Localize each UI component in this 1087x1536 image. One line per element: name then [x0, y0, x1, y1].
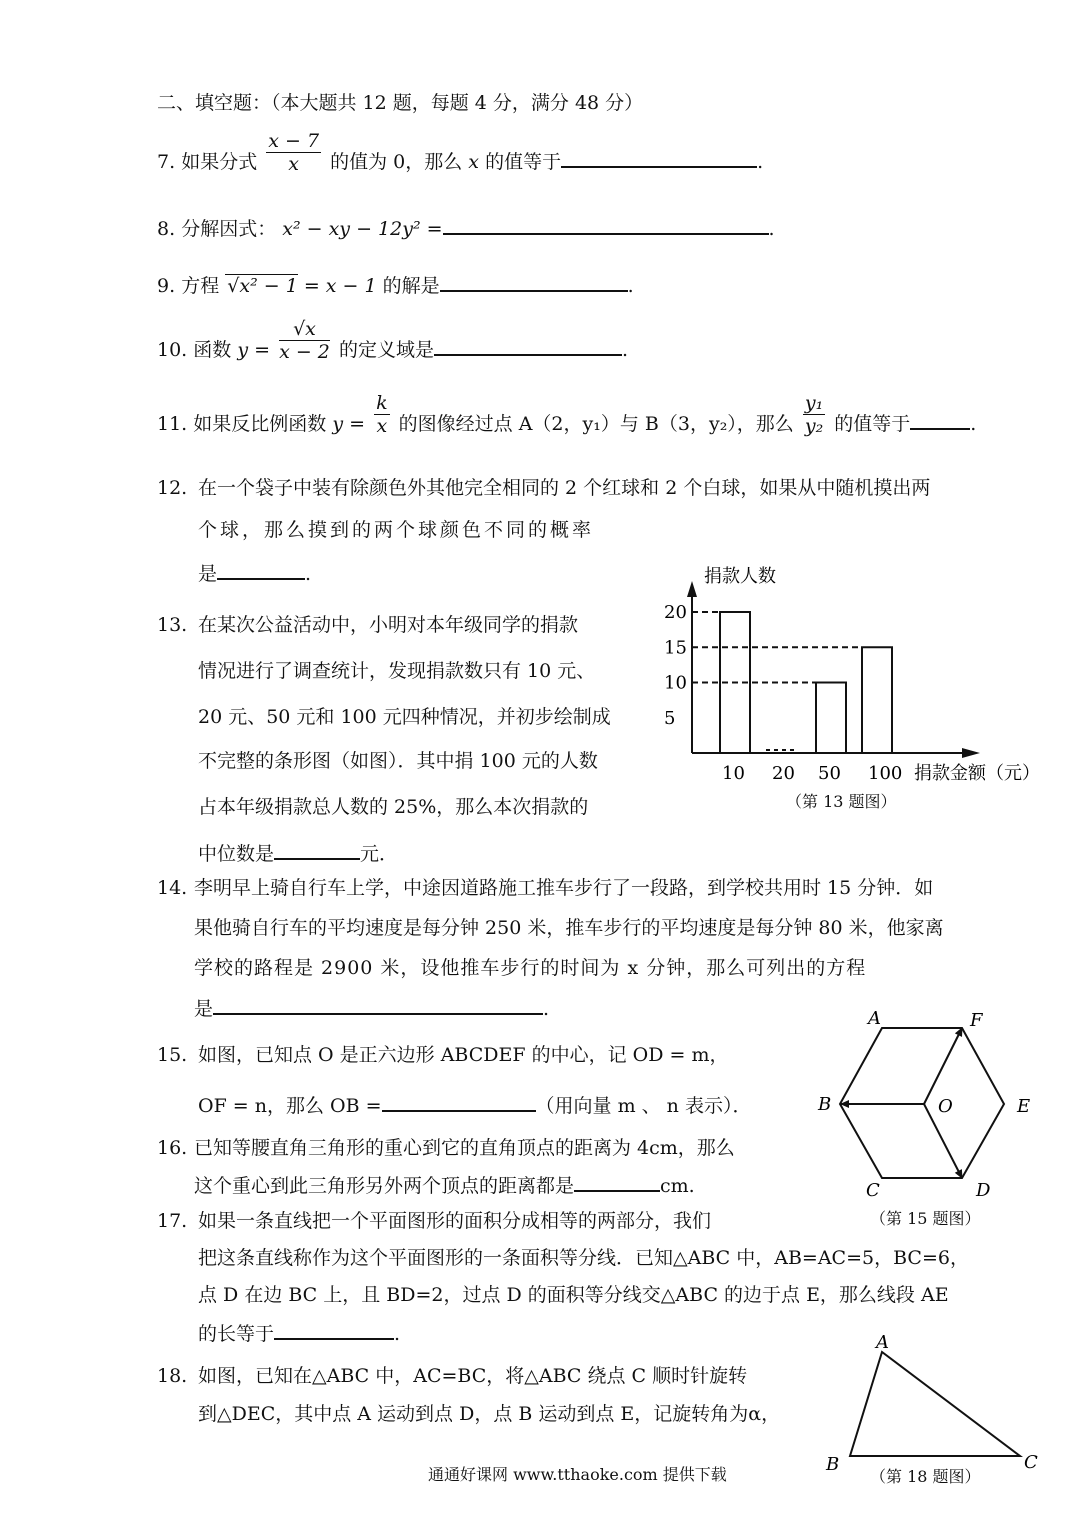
q11-text-c: A（2，y₁）与 B（3，y₂），那么: [518, 413, 794, 435]
q11-end: .: [970, 413, 977, 435]
label-f: F: [970, 1010, 983, 1031]
q16-num: 16.: [157, 1137, 188, 1159]
q13-text-a: 中位数是: [198, 843, 275, 865]
q10-end: .: [621, 339, 628, 361]
fig15-hexagon-figure: [810, 1000, 1050, 1210]
q16-line-2: [194, 1172, 695, 1199]
q12-line-2: 个球，那么摸到的两个球颜色不同的概率: [198, 519, 595, 541]
q14-text-a: 是: [194, 998, 214, 1020]
q11-frac-den: x: [376, 414, 388, 437]
q9-text-a: 方程: [181, 275, 220, 297]
label-e: E: [1017, 1096, 1031, 1117]
q11-answer-blank[interactable]: [910, 410, 970, 430]
q7-answer-blank[interactable]: [561, 148, 757, 168]
question-8: [157, 215, 775, 242]
q17-num: 17.: [157, 1210, 188, 1232]
y-tick-label: 5: [664, 707, 676, 729]
q18-line-2: 到△DEC，其中点 A 运动到点 D，点 B 运动到点 E，记旋转角为α，: [198, 1403, 781, 1425]
q17-end: .: [394, 1323, 401, 1345]
fig18-caption: （第 18 题图）: [870, 1467, 981, 1486]
x-tick-label: 100: [868, 763, 903, 784]
x-axis-arrow: [962, 748, 980, 758]
q15-answer-blank[interactable]: [382, 1092, 536, 1112]
q13-line-2: 情况进行了调查统计，发现捐款数只有 10 元、: [198, 660, 596, 682]
footer-credit: 通通好课网 www.tthaoke.com 提供下载: [428, 1465, 727, 1484]
q9-end: .: [627, 275, 634, 297]
x-tick-label: 10: [722, 763, 745, 784]
q10-num: 10.: [157, 339, 188, 361]
fig13-caption: （第 13 题图）: [786, 792, 897, 811]
q13-line-3: 20 元、50 元和 100 元四种情况，并初步绘制成: [198, 706, 611, 728]
q11-frac-num: k: [376, 391, 388, 414]
q13-text-b: 元．: [360, 843, 399, 865]
q16-line-1: 已知等腰直角三角形的重心到它的直角顶点的距离为 4cm，那么: [194, 1137, 735, 1159]
q11-fraction: [374, 392, 390, 437]
q11-lhs: y =: [332, 413, 366, 435]
sqrt-symbol: √: [227, 275, 240, 297]
q7-var: x: [468, 151, 480, 173]
q7-frac-den: x: [288, 152, 300, 175]
q7-end: .: [757, 151, 764, 173]
q14-answer-blank[interactable]: [213, 995, 543, 1015]
q17-answer-blank[interactable]: [274, 1320, 394, 1340]
q16-text-b: cm.: [660, 1175, 695, 1197]
label-a: A: [876, 1332, 889, 1353]
q11-fraction-2: [803, 392, 825, 437]
q8-num: 8.: [157, 218, 176, 240]
q8-text-a: 分解因式：: [181, 218, 277, 240]
label-o: O: [938, 1096, 953, 1117]
fig13-bar-chart: [650, 555, 1050, 815]
q12-line-3: [198, 560, 311, 587]
q7-text-a: 如果分式: [181, 151, 258, 173]
label-b: B: [826, 1454, 840, 1475]
q10-text-a: 函数: [193, 339, 232, 361]
q13-line-4: 不完整的条形图（如图）．其中捐 100 元的人数: [198, 750, 598, 772]
q15-text-b: （用向量 m 、 n 表示）．: [535, 1095, 752, 1117]
q12-text-a: 是: [198, 563, 218, 585]
y-tick-label: 10: [664, 672, 687, 694]
triangle-abc: [850, 1352, 1020, 1456]
q18-num: 18.: [157, 1365, 188, 1387]
question-11: [157, 391, 977, 437]
q12-end: .: [305, 563, 312, 585]
q13-line-1: 在某次公益活动中，小明对本年级同学的捐款: [198, 614, 579, 636]
y-axis-arrow: [687, 581, 697, 597]
label-d: D: [976, 1180, 991, 1201]
bar: [816, 683, 846, 754]
label-a: A: [868, 1008, 881, 1029]
q17-line-3: 点 D 在边 BC 上，且 BD=2，过点 D 的面积等分线交△ABC 的边于点 E，那么线段 AE: [198, 1284, 949, 1306]
q13-num: 13.: [157, 614, 188, 636]
y-axis-label: 捐款人数: [704, 566, 776, 587]
q15-text-a: OF = n，那么 OB =: [198, 1095, 382, 1117]
label-c: C: [1024, 1452, 1038, 1473]
q15-num: 15.: [157, 1044, 188, 1066]
x-tick-label: 20: [772, 763, 795, 784]
q8-answer-blank[interactable]: [443, 215, 769, 235]
q12-num: 12.: [157, 477, 188, 499]
q10-fraction: [279, 318, 330, 363]
q13-line-6: [198, 840, 398, 867]
q15-line-1: 如图，已知点 O 是正六边形 ABCDEF 的中心，记 OD = m，: [198, 1044, 729, 1066]
vector-of: [924, 1028, 962, 1104]
q17-line-1: 如果一条直线把一个平面图形的面积分成相等的两部分，我们: [198, 1210, 712, 1232]
q7-fraction: [266, 130, 321, 175]
q9-radical: [225, 274, 298, 297]
y-tick-label: 15: [664, 637, 687, 659]
q16-answer-blank[interactable]: [574, 1172, 660, 1192]
q8-expression: x² − xy − 12y² =: [282, 218, 443, 240]
q14-line-2: 果他骑自行车的平均速度是每分钟 250 米，推车步行的平均速度是每分钟 80 米，他家离: [194, 917, 944, 939]
question-9: [157, 272, 634, 299]
q9-rhs: = x − 1: [303, 275, 377, 297]
q14-line-1: 李明早上骑自行车上学，中途因道路施工推车步行了一段路，到学校共用时 15 分钟．如: [194, 877, 934, 899]
q10-answer-blank[interactable]: [434, 336, 622, 356]
q14-end: .: [543, 998, 550, 1020]
q7-num: 7.: [157, 151, 176, 173]
q7-text-c: 的值等于: [485, 151, 562, 173]
fig18-triangle-figure: [820, 1328, 1050, 1478]
q11-text-d: 的值等于: [834, 413, 911, 435]
q17-line-4: [198, 1320, 400, 1347]
q9-text-b: 的解是: [382, 275, 440, 297]
label-b: B: [818, 1094, 832, 1115]
q12-line-1: 在一个袋子中装有除颜色外其他完全相同的 2 个红球和 2 个白球，如果从中随机摸出两: [198, 477, 931, 499]
question-10: [157, 317, 628, 363]
q10-lhs: y =: [237, 339, 271, 361]
q7-frac-num: x − 7: [268, 129, 320, 152]
section-heading: 二、填空题：（本大题共 12 题，每题 4 分，满分 48 分）: [157, 92, 644, 114]
q14-line-3: 学校的路程是 2900 米，设他推车步行的时间为 x 分钟，那么可列出的方程: [194, 957, 867, 979]
q16-text-a: 这个重心到此三角形另外两个顶点的距离都是: [194, 1175, 575, 1197]
y-tick-label: 20: [664, 602, 687, 623]
x-axis-label: 捐款金额（元）: [914, 763, 1040, 784]
q18-line-1: 如图，已知在△ABC 中，AC=BC，将△ABC 绕点 C 顺时针旋转: [198, 1365, 748, 1387]
q9-answer-blank[interactable]: [440, 272, 628, 292]
q8-end: .: [768, 218, 775, 240]
q15-line-2: [198, 1092, 751, 1119]
q10-frac-num: √x: [279, 318, 330, 341]
q11-frac2-num: y₁: [804, 391, 824, 414]
q12-answer-blank[interactable]: [217, 560, 305, 580]
question-7: [157, 129, 764, 175]
q7-text-b: 的值为 0，那么: [330, 151, 463, 173]
q13-answer-blank[interactable]: [274, 840, 360, 860]
q17-text-a: 的长等于: [198, 1323, 275, 1345]
bar: [862, 647, 892, 753]
x-tick-label: 50: [818, 763, 841, 784]
q13-line-5: 占本年级捐款总人数的 25%，那么本次捐款的: [198, 796, 589, 818]
q14-num: 14.: [157, 877, 188, 899]
label-c: C: [866, 1180, 880, 1201]
q10-frac-den: x − 2: [279, 340, 330, 363]
q9-num: 9.: [157, 275, 176, 297]
q11-text-a: 如果反比例函数: [193, 413, 327, 435]
q11-num: 11.: [157, 413, 188, 435]
q11-frac2-den: y₂: [804, 414, 824, 437]
q17-line-2: 把这条直线称作为这个平面图形的一条面积等分线．已知△ABC 中，AB=AC=5，BC=6，: [198, 1247, 969, 1269]
q10-text-b: 的定义域是: [338, 339, 434, 361]
q11-text-b: 的图像经过点: [398, 413, 513, 435]
q14-line-4: [194, 995, 549, 1022]
fig15-caption: （第 15 题图）: [870, 1209, 981, 1228]
q9-radicand: x² − 1: [239, 275, 298, 297]
